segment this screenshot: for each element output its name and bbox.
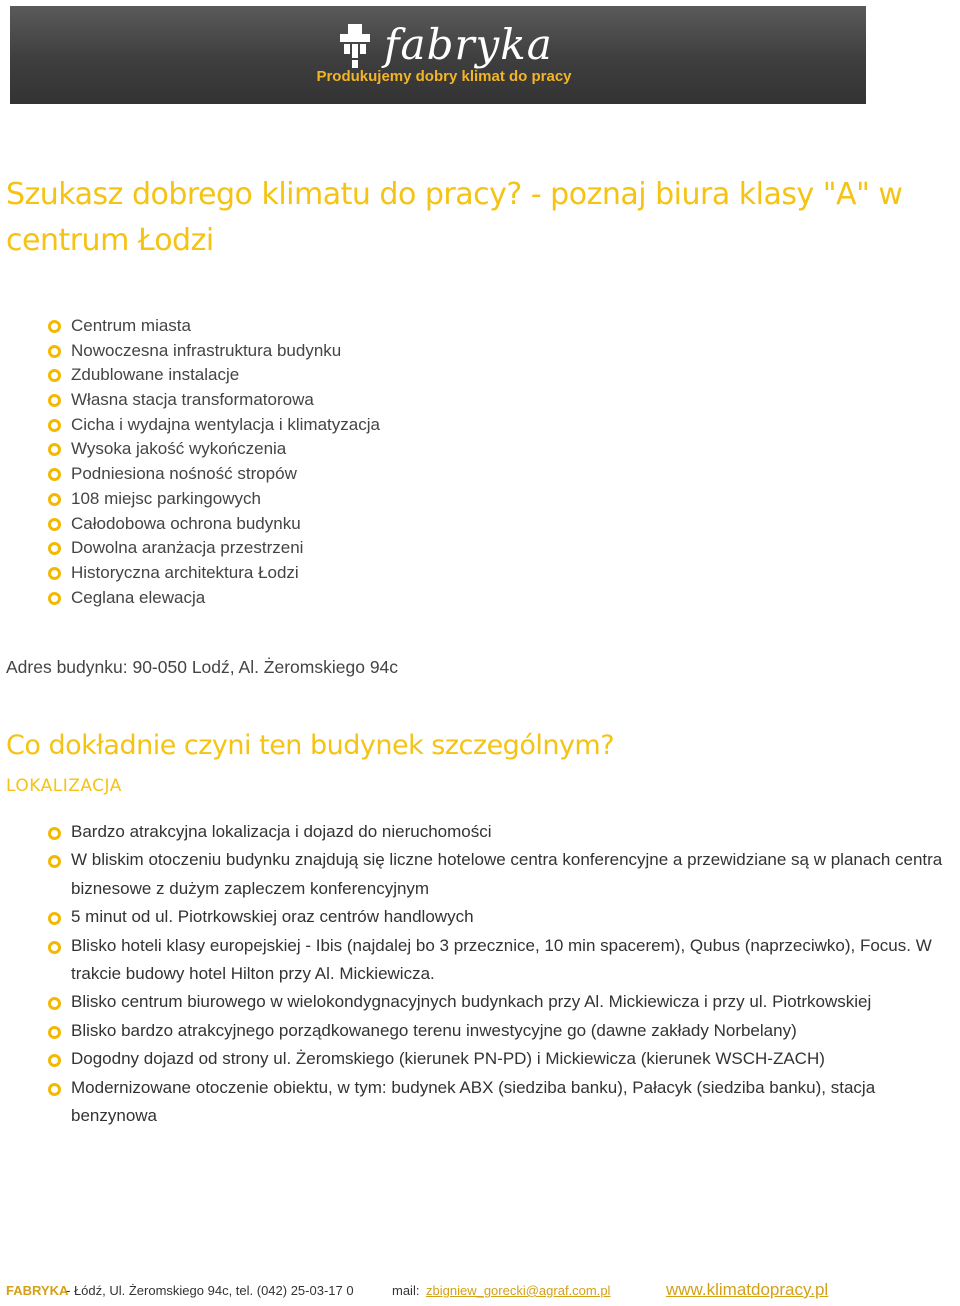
list-item: Blisko centrum biurowego w wielokondygnacyjnych budynkach przy Al. Mickiewicza i przy ul. Piotrkowskiej <box>6 988 960 1016</box>
bullet-icon <box>48 419 61 432</box>
list-item: Dogodny dojazd od strony ul. Żeromskiego (kierunek PN-PD) i Mickiewicza (kierunek WSCH-ZACH) <box>6 1045 960 1073</box>
section-label-location: LOKALIZACJA <box>6 776 122 796</box>
bullet-icon <box>48 443 61 456</box>
bullet-icon <box>48 468 61 481</box>
list-item: Całodobowa ochrona budynku <box>6 512 946 537</box>
bullet-icon <box>48 827 61 840</box>
list-item: 5 minut od ul. Piotrkowskiej oraz centrów handlowych <box>6 903 960 931</box>
bullet-icon <box>48 320 61 333</box>
footer-website-link[interactable]: www.klimatdopracy.pl <box>666 1280 829 1299</box>
logo-text: fabryka <box>384 20 553 69</box>
bullet-icon <box>48 394 61 407</box>
bullet-icon <box>48 855 61 868</box>
footer <box>6 1282 956 1302</box>
bullet-icon <box>48 345 61 358</box>
bullet-icon <box>48 493 61 506</box>
bullet-icon <box>48 567 61 580</box>
logo-tagline: Produkujemy dobry klimat do pracy <box>316 68 572 85</box>
bullet-icon <box>48 592 61 605</box>
list-item: Historyczna architektura Łodzi <box>6 561 946 586</box>
list-item: Podniesiona nośność stropów <box>6 462 946 487</box>
lamp-logo-icon <box>340 24 370 70</box>
list-item: Zdublowane instalacje <box>6 363 946 388</box>
footer-email-link[interactable]: zbigniew_gorecki@agraf.com.pl <box>426 1283 611 1298</box>
list-item: Wysoka jakość wykończenia <box>6 437 946 462</box>
bullet-icon <box>48 518 61 531</box>
list-item: Bardzo atrakcyjna lokalizacja i dojazd do nieruchomości <box>6 818 960 846</box>
bullet-icon <box>48 1054 61 1067</box>
feature-list <box>6 314 946 610</box>
header-banner <box>10 6 866 104</box>
list-item: Modernizowane otoczenie obiektu, w tym: budynek ABX (siedziba banku), Pałacyk (siedziba banku), stacja benzynowa <box>6 1074 960 1131</box>
list-item: 108 miejsc parkingowych <box>6 487 946 512</box>
list-item: Dowolna aranżacja przestrzeni <box>6 536 946 561</box>
page-title: Szukasz dobrego klimatu do pracy? - poznaj biura klasy "A" w centrum Łodzi <box>6 177 903 258</box>
footer-brand: FABRYKA <box>6 1283 69 1298</box>
list-item: Centrum miasta <box>6 314 946 339</box>
bullet-icon <box>48 369 61 382</box>
list-item: W bliskim otoczeniu budynku znajdują się liczne hotelowe centra konferencyjne a przewidziane są w planach centra biznesowe z dużym zapleczem konferencyjnym <box>6 846 960 903</box>
list-item: Blisko hoteli klasy europejskiej - Ibis (najdalej bo 3 przecznice, 10 min spacerem), Qubus (naprzeciwko), Focus. W trakcie budowy hotel Hilton przy Al. Mickiewicza. <box>6 932 960 989</box>
footer-address: - Łódź, Ul. Żeromskiego 94c, tel. (042) 25-03-17 0 <box>66 1283 354 1298</box>
bullet-icon <box>48 912 61 925</box>
bullet-icon <box>48 997 61 1010</box>
section-heading: Co dokładnie czyni ten budynek szczególnym? <box>6 730 615 761</box>
list-item: Własna stacja transformatorowa <box>6 388 946 413</box>
list-item: Blisko bardzo atrakcyjnego porządkowanego terenu inwestycyjne go (dawne zakłady Norbelany) <box>6 1017 960 1045</box>
bullet-icon <box>48 941 61 954</box>
footer-mail-label: mail: <box>392 1283 420 1298</box>
list-item: Ceglana elewacja <box>6 586 946 611</box>
list-item: Cicha i wydajna wentylacja i klimatyzacja <box>6 413 946 438</box>
bullet-icon <box>48 542 61 555</box>
building-address: Adres budynku: 90-050 Lodź, Al. Żeromskiego 94c <box>6 657 399 677</box>
bullet-icon <box>48 1026 61 1039</box>
location-list <box>6 818 960 1130</box>
bullet-icon <box>48 1083 61 1096</box>
list-item: Nowoczesna infrastruktura budynku <box>6 339 946 364</box>
